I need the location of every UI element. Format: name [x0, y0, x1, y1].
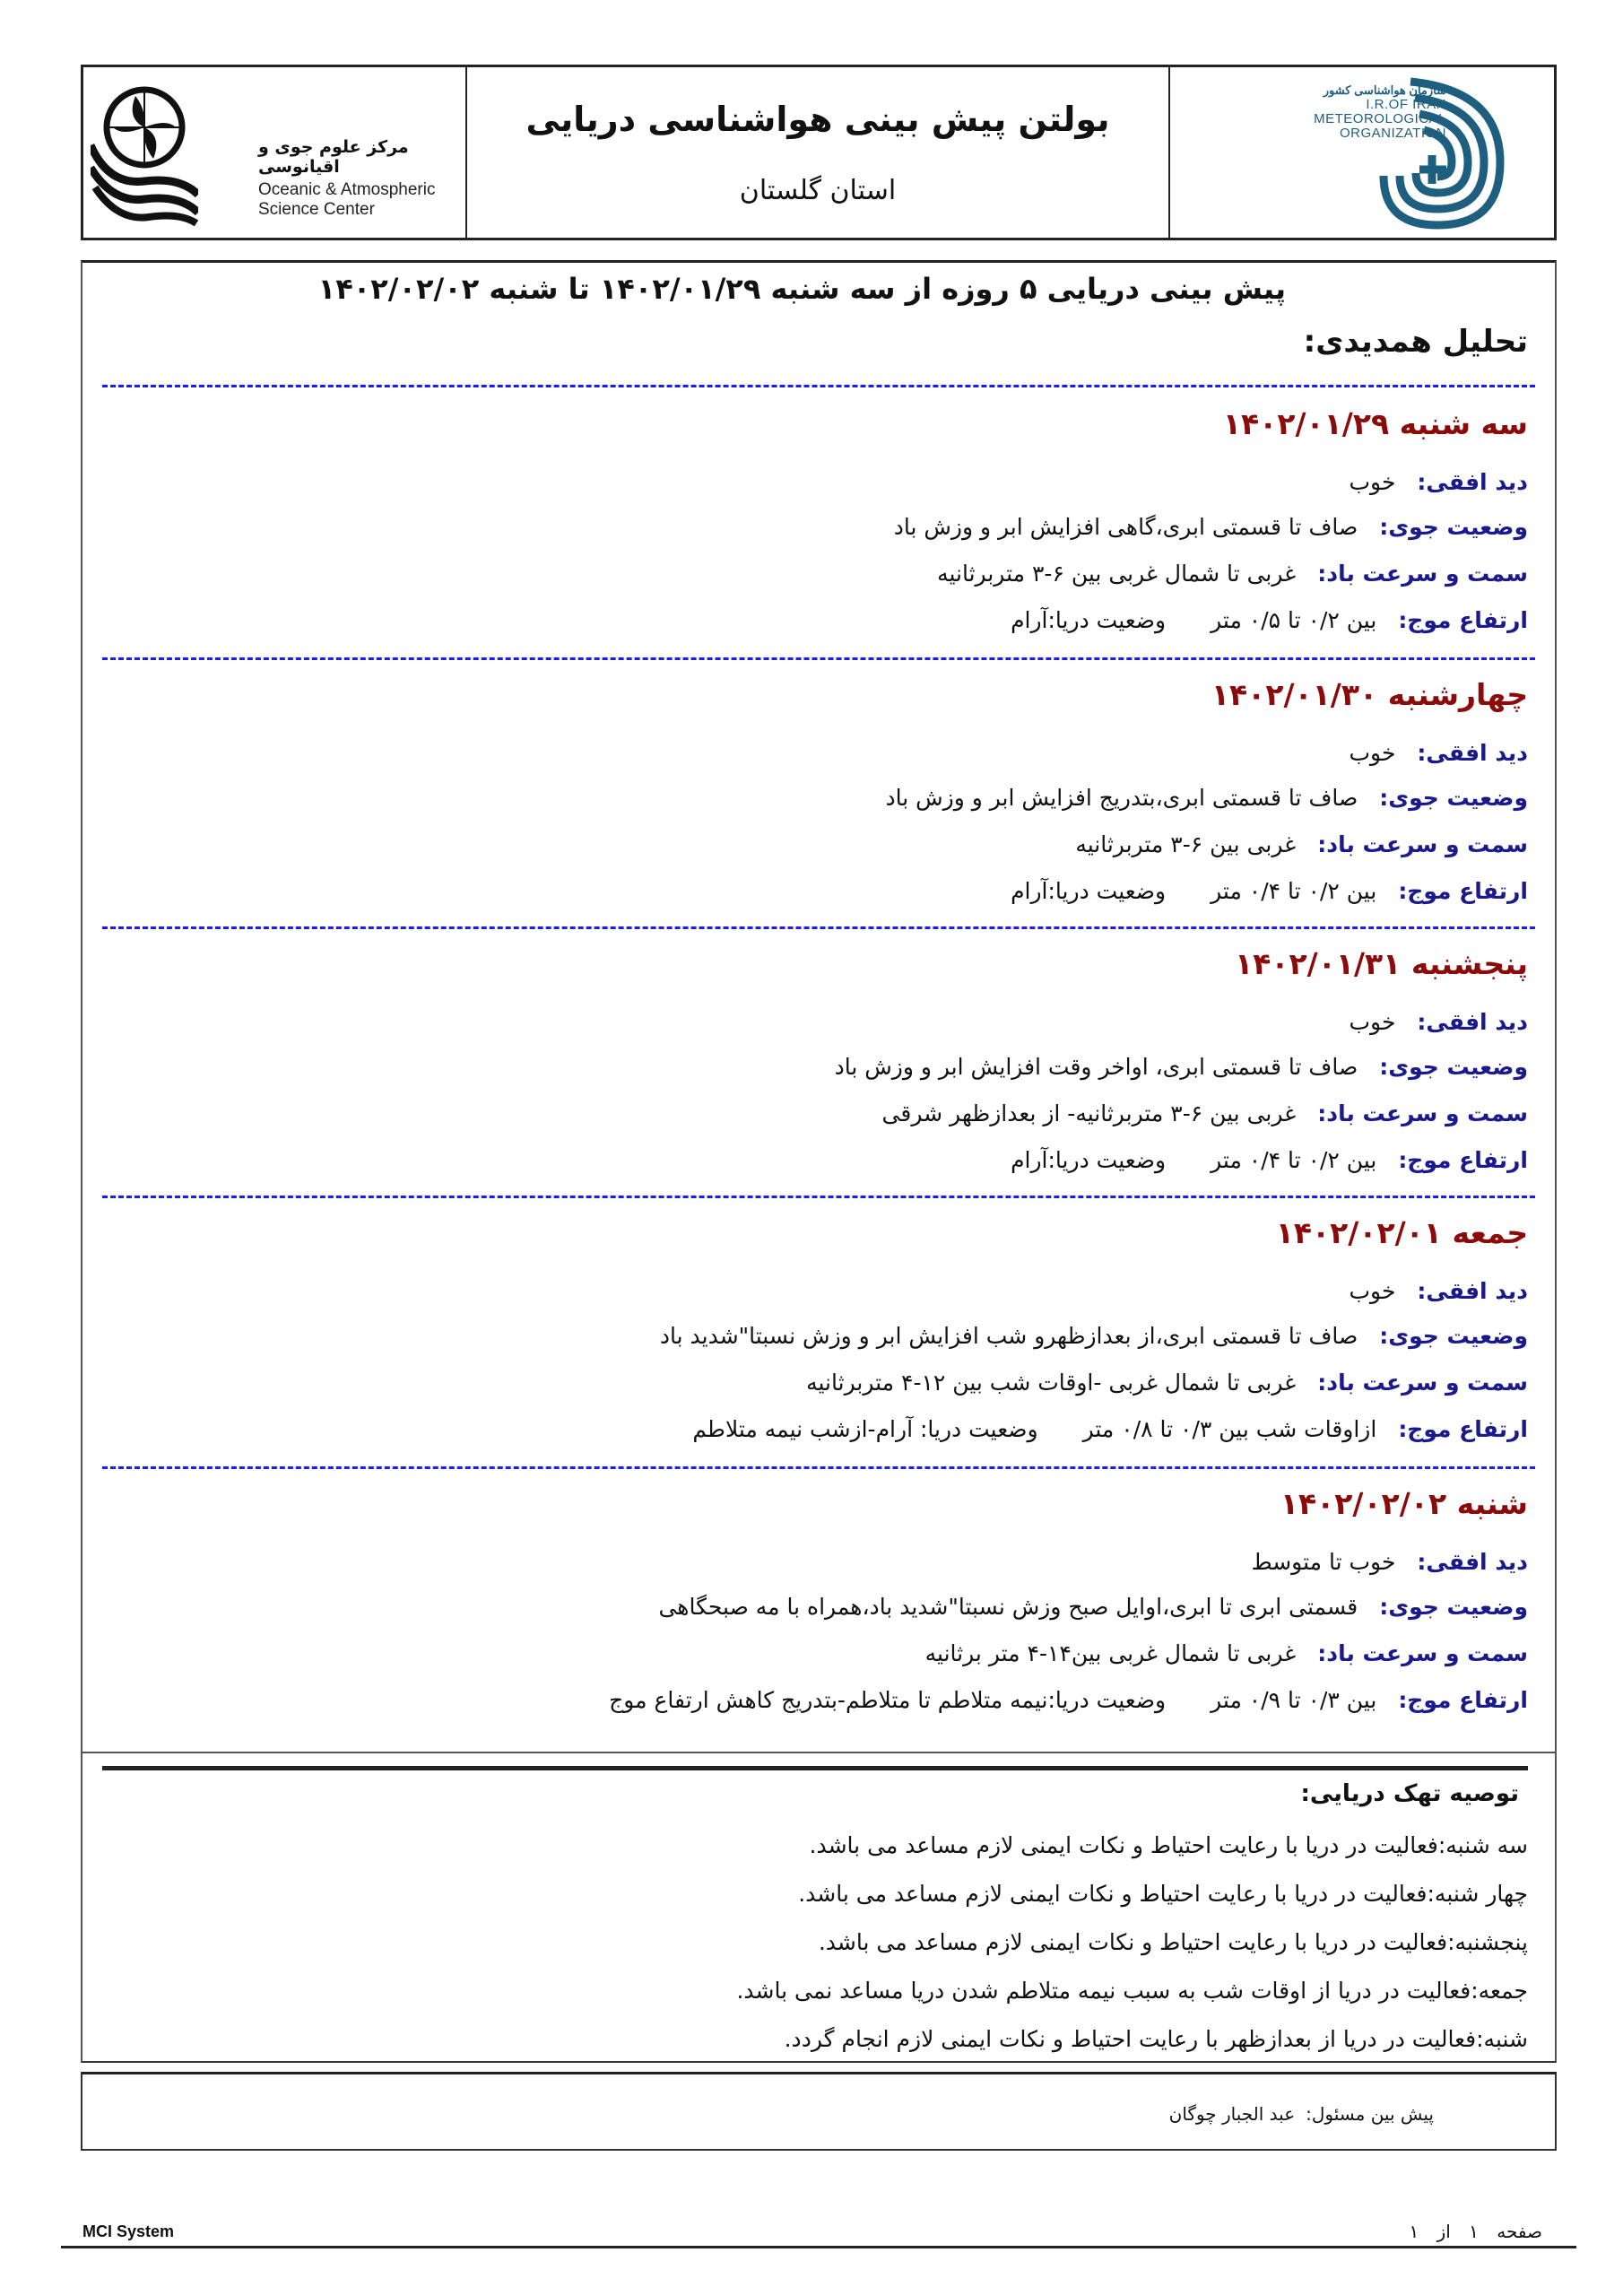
imo-logo-cell [1170, 67, 1554, 238]
day-title: جمعه ۱۴۰۲/۰۲/۰۱ [1275, 1215, 1528, 1250]
advice-section [81, 1753, 1557, 2063]
visibility-row [1350, 1009, 1529, 1035]
page-total: ۱ [1409, 2221, 1419, 2242]
weather-row [835, 1054, 1528, 1080]
wave-height-value: بین ۰/۲ تا ۰/۴ متر [1211, 878, 1377, 904]
oasc-name-fa: مرکز علوم جوی و اقیانوسی [258, 137, 409, 177]
weather-row [885, 785, 1528, 811]
visibility-value: خوب [1349, 1009, 1396, 1035]
wave-label: ارتفاع موج: [1398, 607, 1528, 633]
imo-name-en-1: I.R.OF IRAN [1366, 97, 1446, 112]
visibility-value: خوب تا متوسط [1251, 1549, 1396, 1575]
system-name: MCI System [82, 2222, 175, 2240]
wave-row [609, 1687, 1528, 1713]
weather-value: صاف تا قسمتی ابری، اواخر وقت افزایش ابر و وزش باد [834, 1054, 1358, 1080]
sea-state-value: وضعیت دریا: آرام-ازشب نیمه متلاطم [692, 1416, 1038, 1442]
weather-label: وضعیت جوی: [1379, 1054, 1528, 1080]
weather-value: صاف تا قسمتی ابری،بتدریج افزایش ابر و وزش باد [885, 785, 1358, 811]
sea-state-value: وضعیت دریا:نیمه متلاطم تا متلاطم-بتدریج کاهش ارتفاع موج [609, 1687, 1167, 1713]
province-name: استان گلستان [739, 174, 897, 206]
wave-height-value: بین ۰/۳ تا ۰/۹ متر [1211, 1687, 1377, 1713]
sea-state-value: وضعیت دریا:آرام [1011, 1147, 1167, 1173]
advice-line: جمعه:فعالیت در دریا از اوقات شب به سبب نیمه متلاطم شدن دریا مساعد نمی باشد. [736, 1978, 1528, 2004]
divider [102, 1466, 1535, 1469]
day-title: پنجشنبه ۱۴۰۲/۰۱/۳۱ [1235, 946, 1528, 981]
visibility-row [1350, 469, 1529, 495]
visibility-row [1252, 1549, 1529, 1575]
visibility-value: خوب [1349, 740, 1396, 766]
visibility-value: خوب [1349, 469, 1396, 495]
bulletin-header [81, 65, 1557, 240]
day-forecast [102, 677, 1528, 910]
divider [102, 1196, 1535, 1198]
imo-logo-text [1314, 83, 1446, 141]
weather-value: قسمتی ابری تا ابری،اوایل صبح وزش نسبتا"شدید باد،همراه با مه صبحگاهی [658, 1594, 1358, 1620]
oasc-logo-text [258, 137, 465, 220]
day-title: چهارشنبه ۱۴۰۲/۰۱/۳۰ [1211, 677, 1528, 712]
divider [102, 926, 1535, 929]
day-forecast [102, 1486, 1528, 1719]
synoptic-analysis-heading: تحلیل همدیدی: [1303, 324, 1528, 360]
wind-value: غربی بین ۶-۳ متربرثانیه- از بعدازظهر شرقی [881, 1100, 1297, 1126]
responsible-label: پیش بین مسئول: [1306, 2103, 1434, 2125]
weather-row [658, 1594, 1528, 1620]
weather-row [894, 514, 1528, 540]
wind-row [937, 561, 1528, 587]
visibility-label: دید افقی: [1417, 1009, 1528, 1035]
advice-line: چهار شنبه:فعالیت در دریا با رعایت احتیاط و نکات ایمنی لازم مساعد می باشد. [798, 1881, 1528, 1907]
imo-name-en-3: ORGANIZATION [1339, 126, 1446, 141]
wave-row [692, 1416, 1528, 1442]
weather-row [660, 1323, 1528, 1349]
visibility-label: دید افقی: [1417, 1278, 1528, 1304]
day-title: شنبه ۱۴۰۲/۰۲/۰۲ [1280, 1486, 1528, 1521]
wind-row [882, 1100, 1528, 1126]
divider [102, 657, 1535, 660]
advice-title: توصیه تهک دریایی: [1300, 1780, 1519, 1807]
visibility-label: دید افقی: [1417, 469, 1528, 495]
sea-state-value: وضعیت دریا:آرام [1011, 607, 1167, 633]
day-title: سه شنبه ۱۴۰۲/۰۱/۲۹ [1222, 406, 1528, 441]
weather-value: صاف تا قسمتی ابری،از بعدازظهرو شب افزایش ابر و وزش نسبتا"شدید باد [659, 1323, 1358, 1349]
wind-label: سمت و سرعت باد: [1317, 1640, 1528, 1666]
wave-label: ارتفاع موج: [1398, 1687, 1528, 1713]
day-forecast [102, 946, 1528, 1179]
visibility-row [1350, 1278, 1529, 1304]
weather-label: وضعیت جوی: [1379, 1323, 1528, 1349]
wave-label: ارتفاع موج: [1398, 878, 1528, 904]
weather-label: وضعیت جوی: [1379, 785, 1528, 811]
visibility-row [1350, 740, 1529, 766]
wind-label: سمت و سرعت باد: [1317, 561, 1528, 587]
forecast-section [81, 260, 1557, 1753]
visibility-label: دید افقی: [1417, 740, 1528, 766]
imo-name-en-2: METEOROLOGICAL [1314, 111, 1446, 126]
oasc-name-en-1: Oceanic & Atmospheric [258, 180, 436, 199]
bulletin-title: بولتن پیش بینی هواشناسی دریایی [525, 99, 1110, 139]
footer-rule [61, 2246, 1576, 2248]
wind-value: غربی تا شمال غربی بین ۶-۳ متربرثانیه [937, 561, 1297, 587]
oasc-logo-cell [83, 67, 467, 238]
weather-label: وضعیت جوی: [1379, 514, 1528, 540]
wind-row [806, 1370, 1528, 1396]
page-of: از [1436, 2221, 1451, 2242]
wind-value: غربی تا شمال غربی بین۱۴-۴ متر برثانیه [924, 1640, 1297, 1666]
wind-label: سمت و سرعت باد: [1317, 1100, 1528, 1126]
wave-label: ارتفاع موج: [1398, 1416, 1528, 1442]
wave-height-value: بین ۰/۲ تا ۰/۴ متر [1211, 1147, 1377, 1173]
imo-name-fa: سازمان هواشناسی کشور [1323, 83, 1446, 97]
advice-line: شنبه:فعالیت در دریا از بعدازظهر با رعایت احتیاط و نکات ایمنی لازم انجام گردد. [784, 2026, 1528, 2052]
wind-label: سمت و سرعت باد: [1317, 831, 1528, 857]
responsible-forecaster-box [81, 2072, 1557, 2151]
divider [102, 385, 1535, 387]
day-forecast [102, 406, 1528, 639]
advice-line: سه شنبه:فعالیت در دریا با رعایت احتیاط و نکات ایمنی لازم مساعد می باشد. [809, 1832, 1528, 1858]
advice-divider [102, 1768, 1528, 1770]
page-label: صفحه [1497, 2221, 1542, 2242]
wind-row [1075, 831, 1528, 857]
page-current: ۱ [1469, 2221, 1479, 2242]
visibility-value: خوب [1349, 1278, 1396, 1304]
wind-row [925, 1640, 1528, 1666]
responsible-forecaster [1169, 2103, 1434, 2125]
weather-label: وضعیت جوی: [1379, 1594, 1528, 1620]
oasc-logo-icon [91, 78, 198, 226]
wave-height-value: بین ۰/۲ تا ۰/۵ متر [1211, 607, 1377, 633]
wave-row [1011, 878, 1528, 904]
sea-state-value: وضعیت دریا:آرام [1011, 878, 1167, 904]
weather-value: صاف تا قسمتی ابری،گاهی افزایش ابر و وزش باد [893, 514, 1358, 540]
forecast-title: پیش بینی دریایی ۵ روزه از سه شنبه ۱۴۰۲/۰۱/۲۹ تا شنبه ۱۴۰۲/۰۲/۰۲ [317, 272, 1286, 306]
wave-row [1011, 607, 1528, 633]
wind-value: غربی بین ۶-۳ متربرثانیه [1075, 831, 1297, 857]
responsible-name: عبد الجبار چوگان [1168, 2103, 1296, 2125]
wave-height-value: ازاوقات شب بین ۰/۳ تا ۰/۸ متر [1082, 1416, 1377, 1442]
wave-row [1011, 1147, 1528, 1173]
wind-value: غربی تا شمال غربی -اوقات شب بین ۱۲-۴ متربرثانیه [806, 1370, 1297, 1396]
wind-label: سمت و سرعت باد: [1317, 1370, 1528, 1396]
oasc-name-en-2: Science Center [258, 200, 375, 219]
visibility-label: دید افقی: [1417, 1549, 1528, 1575]
advice-line: پنجشنبه:فعالیت در دریا با رعایت احتیاط و نکات ایمنی لازم مساعد می باشد. [818, 1929, 1528, 1955]
day-forecast [102, 1215, 1528, 1448]
header-title-cell [467, 67, 1170, 238]
wave-label: ارتفاع موج: [1398, 1147, 1528, 1173]
page-number [1409, 2221, 1542, 2242]
